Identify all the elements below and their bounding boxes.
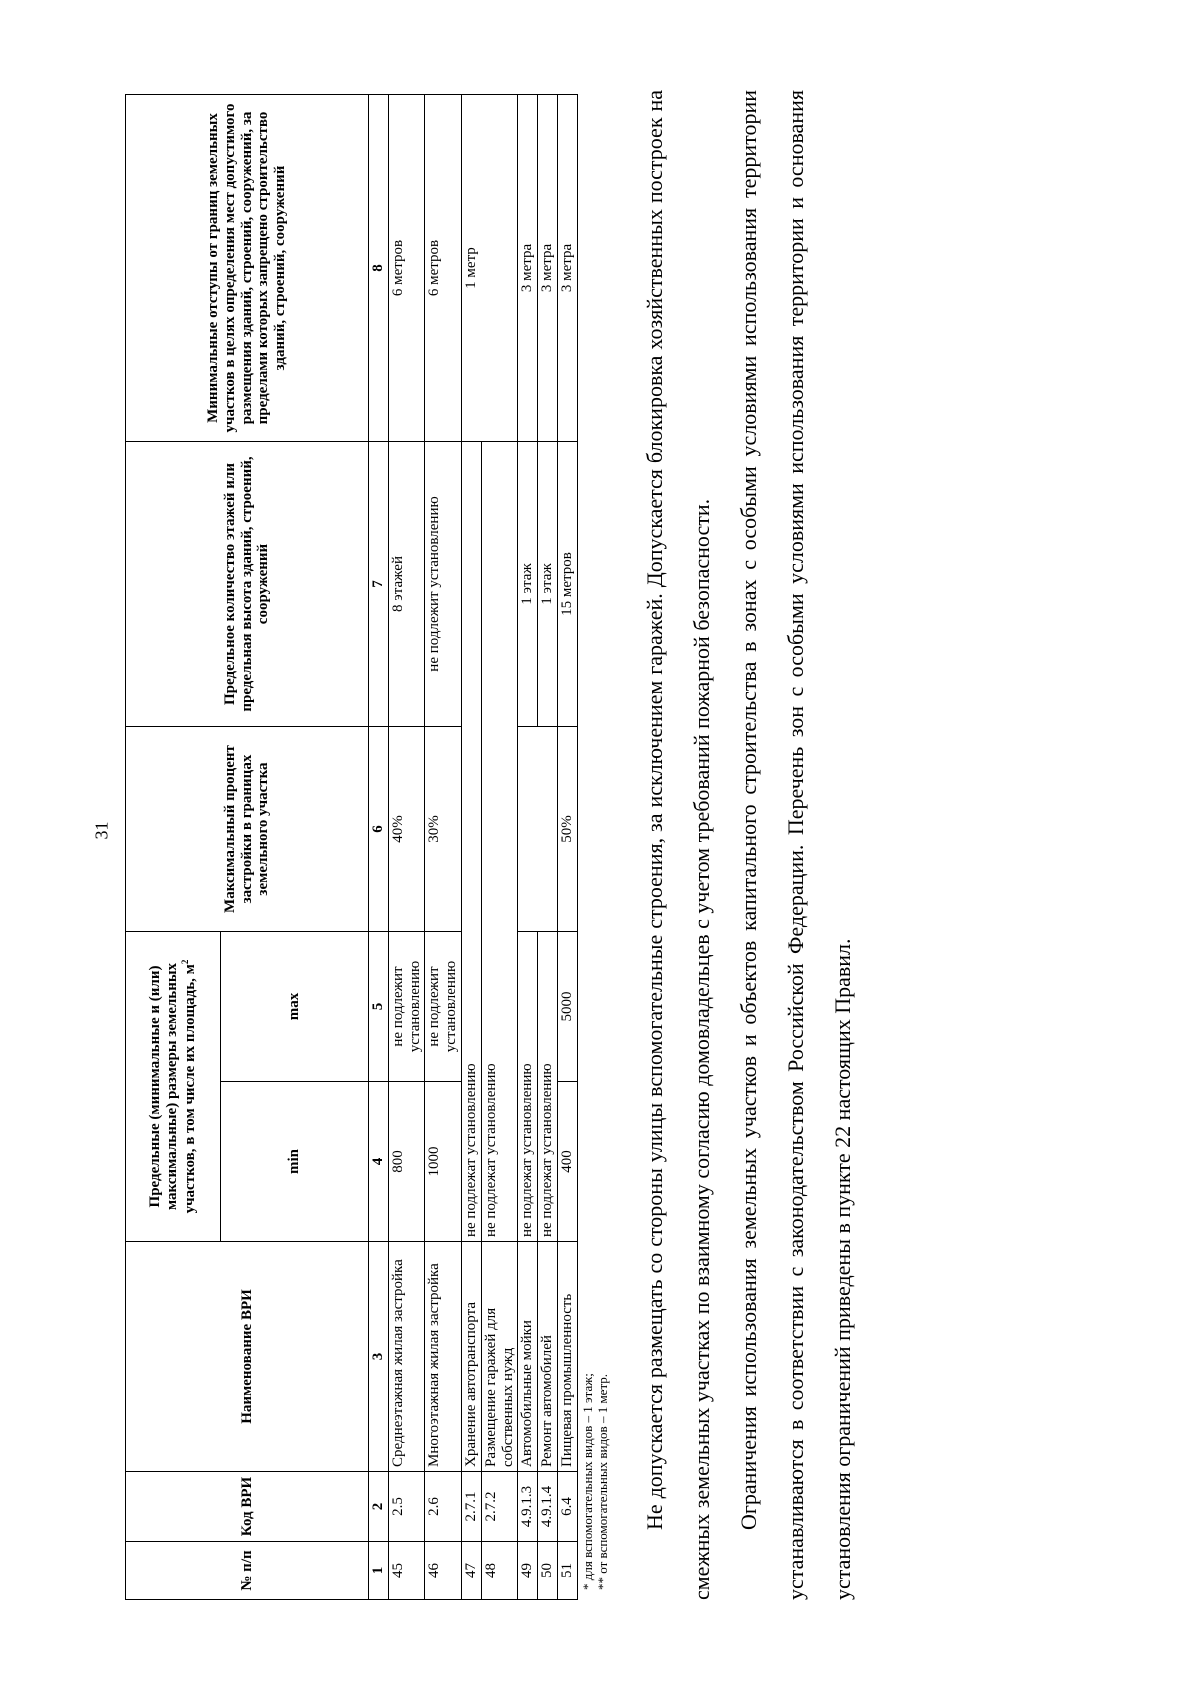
table-row bbox=[425, 95, 462, 1600]
cell-percent: 50% bbox=[557, 727, 577, 932]
cell-code: 4.9.1.3 bbox=[518, 1472, 538, 1542]
cell-num: 51 bbox=[557, 1542, 577, 1600]
cell-min: 800 bbox=[388, 1082, 425, 1242]
cell-floors: 1 этаж bbox=[518, 442, 538, 727]
body-text bbox=[631, 90, 866, 1600]
cell-percent: 40% bbox=[388, 727, 425, 932]
cell-setback: 3 метра bbox=[518, 95, 538, 442]
col-number: 5 bbox=[369, 932, 389, 1082]
cell-percent: 30% bbox=[425, 727, 462, 932]
page-number: 31 bbox=[91, 821, 112, 840]
cell-code: 2.7.2 bbox=[481, 1472, 518, 1542]
vri-table bbox=[125, 94, 578, 1600]
cell-floors: не подлежит установлению bbox=[425, 442, 462, 727]
col-number: 6 bbox=[369, 727, 389, 932]
table-row bbox=[557, 95, 577, 1600]
cell-name: Хранение автотранспорта bbox=[461, 1242, 481, 1472]
cell-merged: не подлежат установлению bbox=[481, 442, 518, 1242]
cell-code: 2.6 bbox=[425, 1472, 462, 1542]
cell-code: 6.4 bbox=[557, 1472, 577, 1542]
rotated-page-content bbox=[125, 90, 1105, 1600]
cell-name: Автомобильные мойки bbox=[518, 1242, 538, 1472]
cell-max: 5000 bbox=[557, 932, 577, 1082]
cell-setback: 1 метр bbox=[461, 95, 517, 442]
cell-floors: 8 этажей bbox=[388, 442, 425, 727]
cell-num: 47 bbox=[461, 1542, 481, 1600]
footnote: * для вспомогательных видов – 1 этаж; bbox=[579, 1373, 595, 1590]
header-name: Наименование ВРИ bbox=[126, 1242, 369, 1472]
cell-setback: 6 метров bbox=[388, 95, 425, 442]
cell-setback: 3 метра bbox=[557, 95, 577, 442]
paragraph: Не допускается размещать со стороны улицы вспомогательные строения, за исключением гаражей. Допускается блокировка хозяйственных построек на смежных земельных участках по взаимному согласию домовладельцев с учетом требований пожарной безопасности. bbox=[641, 90, 714, 1600]
cell-num: 50 bbox=[538, 1542, 558, 1600]
header-max: max bbox=[221, 932, 369, 1082]
header-setback: Минимальные отступы от границ земельных участков в целях определения мест допустимого размещения зданий, строений, сооружений, за пределами которых запрещено строительство зданий, строений, сооружений bbox=[126, 95, 369, 442]
cell-floors: 15 метров bbox=[557, 442, 577, 727]
footnote: ** от вспомогательных видов – 1 метр. bbox=[594, 1373, 610, 1590]
column-numbers-row bbox=[369, 95, 389, 1600]
cell-num: 45 bbox=[388, 1542, 425, 1600]
cell-merged: не подлежат установлению bbox=[461, 442, 481, 1242]
cell-num: 46 bbox=[425, 1542, 462, 1600]
cell-name: Ремонт автомобилей bbox=[538, 1242, 558, 1472]
cell-code: 2.7.1 bbox=[461, 1472, 481, 1542]
cell-name: Среднеэтажная жилая застройка bbox=[388, 1242, 425, 1472]
header-area-sup: 2 bbox=[180, 959, 191, 965]
header-num: № п/п bbox=[126, 1542, 369, 1600]
cell-code: 2.5 bbox=[388, 1472, 425, 1542]
col-number: 3 bbox=[369, 1242, 389, 1472]
header-min: min bbox=[221, 1082, 369, 1242]
table-row bbox=[388, 95, 425, 1600]
cell-setback: 6 метров bbox=[425, 95, 462, 442]
cell-minmax: не подлежат установлению bbox=[538, 932, 558, 1242]
footnotes bbox=[581, 90, 611, 1600]
cell-min: 1000 bbox=[425, 1082, 462, 1242]
col-number: 4 bbox=[369, 1082, 389, 1242]
header-area-group bbox=[126, 932, 221, 1242]
cell-setback: 3 метра bbox=[538, 95, 558, 442]
cell-name: Пищевая промышленность bbox=[557, 1242, 577, 1472]
cell-minmax: не подлежат установлению bbox=[518, 932, 538, 1242]
col-number: 2 bbox=[369, 1472, 389, 1542]
header-percent: Максимальный процент застройки в границах земельного участка bbox=[126, 727, 369, 932]
cell-max: не подлежит установлению bbox=[388, 932, 425, 1082]
cell-num: 48 bbox=[481, 1542, 518, 1600]
cell-name: Размещение гаражей для собственных нужд bbox=[481, 1242, 518, 1472]
cell-min: 400 bbox=[557, 1082, 577, 1242]
col-number: 8 bbox=[369, 95, 389, 442]
cell-floors: 1 этаж bbox=[538, 442, 558, 727]
cell-max: не подлежит установлению bbox=[425, 932, 462, 1082]
paragraph: Ограничения использования земельных участков и объектов капитального строительства в зонах с особыми условиями использования территории устанавливаются в соответствии с законодательством Российской Федерации. Перечень зон с особыми условиями использования территории и основания установления ограничений приведены в пункте 22 настоящих Правил. bbox=[735, 90, 855, 1600]
col-number: 1 bbox=[369, 1542, 389, 1600]
table-row bbox=[518, 95, 538, 1600]
cell-code: 4.9.1.4 bbox=[538, 1472, 558, 1542]
cell-name: Многоэтажная жилая застройка bbox=[425, 1242, 462, 1472]
cell-num: 49 bbox=[518, 1542, 538, 1600]
cell-percent-empty bbox=[518, 727, 558, 932]
header-floors: Предельное количество этажей или предельная высота зданий, строений, сооружений bbox=[126, 442, 369, 727]
header-area-group-text: Предельные (минимальные и (или) максимальные) размеры земельных участков, в том числе их площадь, м bbox=[146, 962, 199, 1214]
table-row bbox=[461, 95, 481, 1600]
col-number: 7 bbox=[369, 442, 389, 727]
header-code: Код ВРИ bbox=[126, 1472, 369, 1542]
